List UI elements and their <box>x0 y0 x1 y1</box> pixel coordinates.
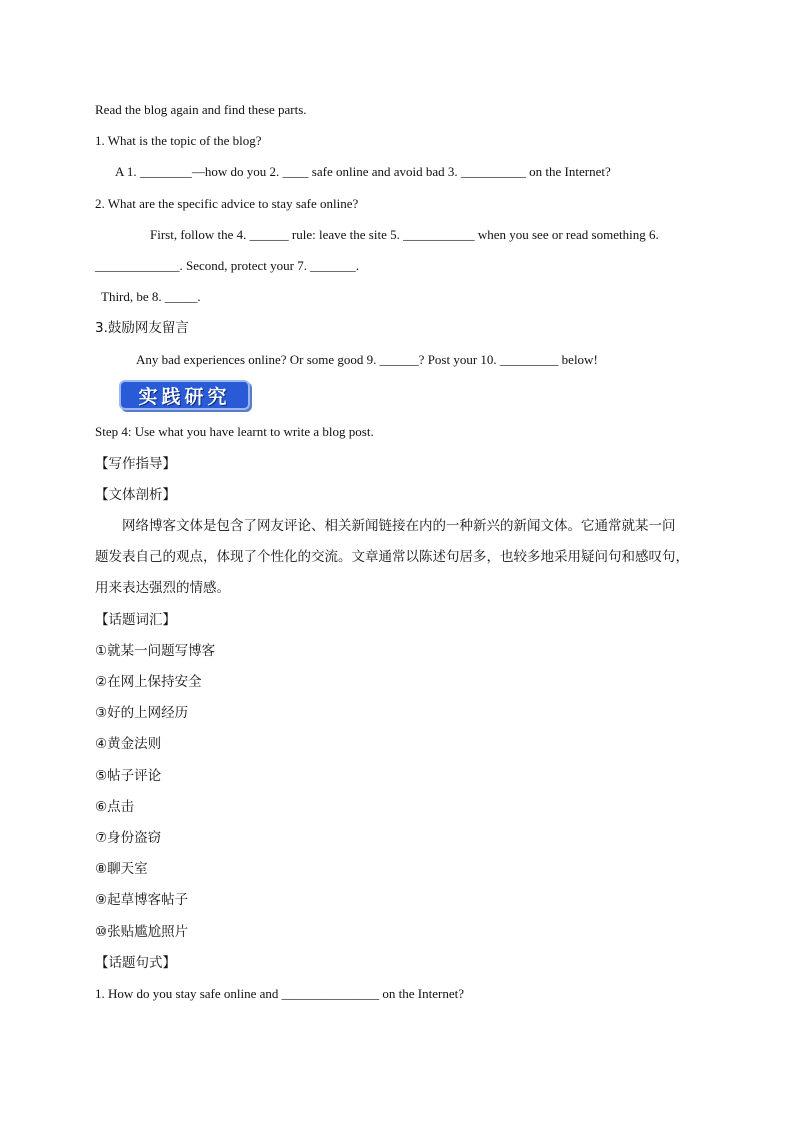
vocab-item: ⑤帖子评论 <box>95 768 162 784</box>
vocab-item: ②在网上保持安全 <box>95 674 202 690</box>
question-3: 3.鼓励网友留言 <box>95 320 189 336</box>
practice-research-banner <box>119 380 250 410</box>
vocab-item: ①就某一问题写博客 <box>95 643 216 659</box>
style-analysis-heading: 【文体剖析】 <box>95 487 176 503</box>
vocab-item: ⑥点击 <box>95 799 135 815</box>
topic-sentence-1: 1. How do you stay safe online and _______________ on the Internet? <box>95 986 464 1001</box>
reading-intro: Read the blog again and find these parts. <box>95 102 307 117</box>
question-3-answer: Any bad experiences online? Or some good 9. ______? Post your 10. _________ below! <box>136 352 598 367</box>
question-2-answer-line2: _____________. Second, protect your 7. _______. <box>95 258 359 273</box>
step-4: Step 4: Use what you have learnt to write a blog post. <box>95 424 374 439</box>
vocab-item: ⑨起草博客帖子 <box>95 892 189 908</box>
vocab-item: ③好的上网经历 <box>95 705 189 721</box>
question-1: 1. What is the topic of the blog? <box>95 133 262 148</box>
vocab-item: ⑧聊天室 <box>95 861 148 877</box>
style-paragraph-line3: 用来表达强烈的情感。 <box>95 580 230 596</box>
style-paragraph-line2: 题发表自己的观点，体现了个性化的交流。文章通常以陈述句居多，也较多地采用疑问句和感叹句， <box>95 549 689 565</box>
question-2: 2. What are the specific advice to stay safe online? <box>95 196 359 211</box>
banner-label: 实践研究 <box>138 385 231 408</box>
topic-vocabulary-heading: 【话题词汇】 <box>95 612 176 628</box>
question-2-answer-line1: First, follow the 4. ______ rule: leave the site 5. ___________ when you see or read something 6. <box>150 227 659 242</box>
question-1-answer: A 1. ________—how do you 2. ____ safe online and avoid bad 3. __________ on the Internet? <box>115 164 611 179</box>
style-paragraph-line1: 网络博客文体是包含了网友评论、相关新闻链接在内的一种新兴的新闻文体。它通常就某一问 <box>122 518 676 534</box>
topic-sentences-heading: 【话题句式】 <box>95 955 176 971</box>
vocab-item: ⑩张贴尴尬照片 <box>95 924 189 940</box>
vocab-item: ④黄金法则 <box>95 736 162 752</box>
vocab-item: ⑦身份盗窃 <box>95 830 162 846</box>
writing-guide-heading: 【写作指导】 <box>95 456 176 472</box>
question-2-answer-line3: Third, be 8. _____. <box>101 289 201 304</box>
